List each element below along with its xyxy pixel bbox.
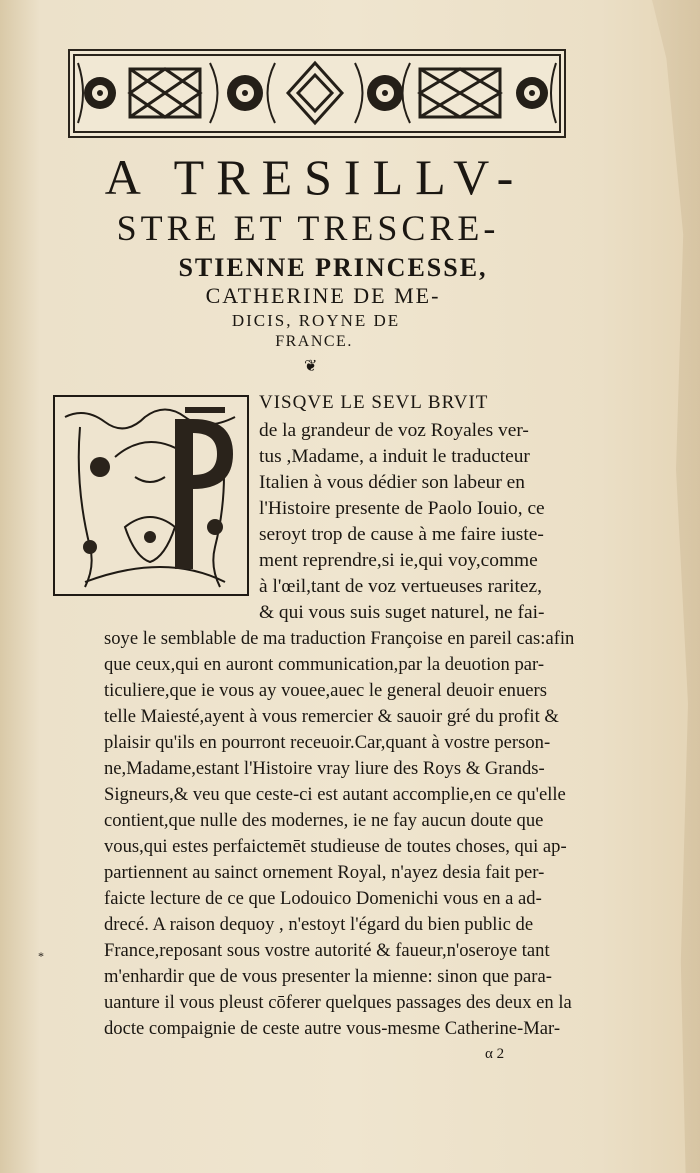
text-line-8: à l'œil,tant de voz vertueuses raritez, — [259, 576, 542, 597]
text-line-19: partiennent au sainct ornement Royal, n'ayez desia fait per- — [104, 862, 545, 883]
signature-mark: α 2 — [485, 1046, 505, 1062]
text-line-25: docte compaignie de ceste autre vous-mesme Catherine-Mar- — [104, 1018, 561, 1039]
text-line-13: telle Maiesté,ayent à vous remercier & sauoir gré du profit & — [104, 706, 559, 727]
text-line-23: m'enhardir que de vous presenter la mienne: sinon que para- — [104, 966, 552, 987]
title-line-6: FRANCE. — [275, 333, 353, 350]
title-line-1: A TRESILLV- — [104, 149, 526, 205]
text-line-16: Signeurs,& veu que ceste-ci est autant accomplie,en ce qu'elle — [104, 784, 566, 805]
text-line-7: ment reprendre,si ie,qui voy,comme — [259, 550, 538, 571]
decorative-headband — [68, 49, 566, 138]
title-line-3: STIENNE PRINCESSE, — [178, 253, 488, 282]
text-line-18: vous,qui estes perfaictemēt studieuse de toutes choses, qui ap- — [104, 836, 567, 857]
paper-edge-damage — [580, 0, 700, 1173]
text-line-10: soye le semblable de ma traduction Françoise en pareil cas:afin — [104, 628, 575, 649]
historiated-initial — [53, 395, 249, 596]
text-line-9: & qui vous suis suget naturel, ne fai- — [259, 602, 545, 623]
text-line-5: l'Histoire presente de Paolo Iouio, ce — [259, 498, 545, 519]
text-line-6: seroyt trop de cause à me faire iuste- — [259, 524, 544, 545]
title-line-2: STRE ET TRESCRE- — [116, 208, 500, 248]
fleuron-icon: ❦ — [304, 358, 318, 375]
title-line-5: DICIS, ROYNE DE — [231, 311, 401, 330]
text-line-21: drecé. A raison dequoy , n'estoyt l'égard du bien public de — [104, 914, 534, 935]
text-line-11: que ceux,qui en auront communication,par la deuotion par- — [104, 654, 545, 675]
text-line-4: Italien à vous dédier son labeur en — [259, 472, 525, 493]
title-line-4: CATHERINE DE ME- — [205, 283, 441, 308]
text-line-15: ne,Madame,estant l'Histoire vray liure des Roys & Grands- — [104, 758, 545, 779]
text-line-14: plaisir qu'ils en pourront receuoir.Car,quant à vostre person- — [104, 732, 551, 753]
text-line-3: tus ,Madame, a induit le traducteur — [259, 446, 530, 467]
text-line-2: de la grandeur de voz Royales ver- — [259, 420, 529, 441]
text-line-22: France,reposant sous vostre autorité & faueur,n'oseroye tant — [104, 940, 550, 961]
text-line-20: faicte lecture de ce que Lodouico Domenichi vous en a ad- — [104, 888, 542, 909]
text-line-17: contient,que nulle des modernes, ie ne fay aucun doute que — [104, 810, 544, 831]
margin-mark: * — [38, 949, 44, 963]
text-line-24: uanture il vous pleust cōferer quelques passages des deux en la — [104, 992, 572, 1013]
text-line-1: VISQVE LE SEVL BRVIT — [259, 392, 489, 413]
text-line-12: ticuliere,que ie vous ay vouee,auec le general deuoir enuers — [104, 680, 547, 701]
